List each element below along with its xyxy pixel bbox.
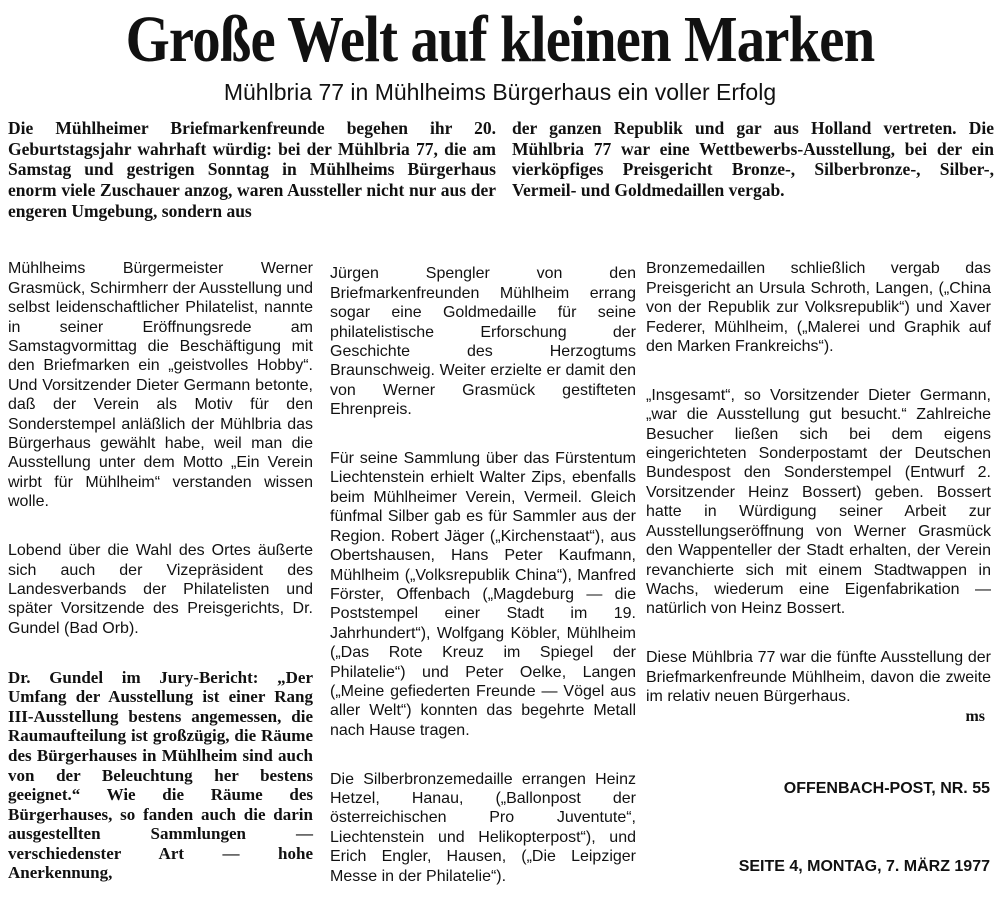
paragraph: Die Silberbronzemedaille errangen Heinz Hetzel, Hanau, („Ballonpost der österreichischen Pro Juventute“, Liechtenstein und Helikopterpost“), und Erich Engler, Hausen, („Die Leipziger Messe in der Philatelie“). xyxy=(330,770,636,885)
column-3 xyxy=(646,240,991,746)
paragraph: Bronzemedaillen schließlich vergab das Preisgericht an Ursula Schroth, Langen, („China von der Republik zur Volksrepublik“) und Xaver Federer, Mühlheim, („Malerei und Graphik auf den Marken Frankreichs“). xyxy=(646,260,991,356)
jury-report-paragraph: Dr. Gundel im Jury-Bericht: „Der Umfang der Ausstellung ist einer Rang III-Ausstellung bestens angemessen, die Raumaufteilung ist großzügig, die Räume des Bürgerhauses in Mühlheim sind auch von der Beleuchtung her bestens geeignet.“ Wie die Räume des Bürgerhauses, so fanden auch die darin ausgestellten Sammlungen — verschiedenster Art — hohe Anerkennung, xyxy=(8,667,313,883)
column-1 xyxy=(8,240,313,912)
page-title: Große Welt auf kleinen Marken xyxy=(125,3,875,76)
paragraph: Diese Mühlbria 77 war die fünfte Ausstellung der Briefmarkenfreunde Mühlheim, davon die zweite im relativ neuen Bürgerhaus. xyxy=(646,649,991,705)
paragraph: Jürgen Spengler von den Briefmarkenfreunden Mühlheim errang sogar eine Goldmedaille für seine philatelistische Erforschung der Geschichte des Herzogtums Braunschweig. Weiter erzielte er damit den von Werner Grasmück gestifteten Ehrenpreis. xyxy=(330,265,636,419)
lead-paragraph-left: Die Mühlheimer Briefmarkenfreunde begehen ihr 20. Geburtstagsjahr wahrhaft würdig: bei der Mühlbria 77, die am Samstag und gestrigen Sonntag in Mühlheims Bürgerhaus enorm viele Zuschauer anzog, waren Aussteller nicht nur aus der engeren Umgebung, sondern aus xyxy=(8,118,496,221)
lead-paragraph-right: der ganzen Republik und gar aus Holland vertreten. Die Mühlbria 77 war eine Wettbewerbs-Ausstellung, bei der ein vierköpfiges Preisgericht Bronze-, Silberbronze-, Silber-, Vermeil- und Goldmedaillen vergab. xyxy=(512,118,994,201)
paragraph: „Insgesamt“, so Vorsitzender Dieter Germann, „war die Ausstellung gut besucht.“ Zahlreiche Besucher ließen sich bei dem eigens eingerichteten Sonderpostamt der Deutschen Bundespost den Sonderstempel (Entwurf 2. Vorsitzender Heinz Bossert) geben. Bossert hatte in Würdigung seiner Arbeit zur Ausstellungseröffnung von Werner Grasmück den Wappenteller der Stadt erhalten, der Verein revanchierte sich mit einem Stadtwappen in Wachs, wiederum eine Eigenfabrikation — natürlich von Heinz Bossert. xyxy=(646,386,991,618)
source-line: OFFENBACH-POST, NR. 55 xyxy=(783,780,990,797)
paragraph: Für seine Sammlung über das Fürstentum Liechtenstein erhielt Walter Zips, ebenfalls beim Mühlheimer Verein, Vermeil. Gleich fünfmal Silber gab es für Sammler aus der Region. Robert Jäger („Kirchenstaat“), aus Obertshausen, Hans Peter Kaufmann, Mühlheim („Volksrepublik China“), Manfred Förster, Offenbach („Magdeburg — die Poststempel einer Stadt im 19. Jahrhundert“), Wolfgang Köbler, Mühlheim („Das Rote Kreuz im Spiegel der Philatelie“) und Peter Oelke, Langen („Meine gefiederten Freunde — Vögel aus aller Welt“) konnten das begehrte Metall nach Hause tragen. xyxy=(330,450,636,739)
author-signature: ms xyxy=(965,707,985,725)
paragraph: Mühlheims Bürgermeister Werner Grasmück, Schirmherr der Ausstellung und selbst leidenschaftlicher Philatelist, nannte in seiner Eröffnungsrede am Samstagvormittag die Beschäftigung mit den Briefmarken ein „geistvolles Hobby“. Und Vorsitzender Dieter Germann betonte, daß der Verein als Motiv für den Sonderstempel anläßlich der Mühlbria das Bürgerhaus gewählt habe, weil man die Ausstellung unter dem Motto „Ein Verein wirbt für Mühlheim“ verstanden wissen wolle. xyxy=(8,260,314,511)
subheadline: Mühlbria 77 in Mühlheims Bürgerhaus ein voller Erfolg xyxy=(223,79,777,105)
paragraph: Lobend über die Wahl des Ortes äußerte sich auch der Vizepräsident des Landesverbands der Philatelisten und später Vorsitzende des Preisgerichts, Dr. Gundel (Bad Orb). xyxy=(8,542,313,637)
dateline: SEITE 4, MONTAG, 7. MÄRZ 1977 xyxy=(738,858,990,875)
column-2 xyxy=(330,245,636,915)
